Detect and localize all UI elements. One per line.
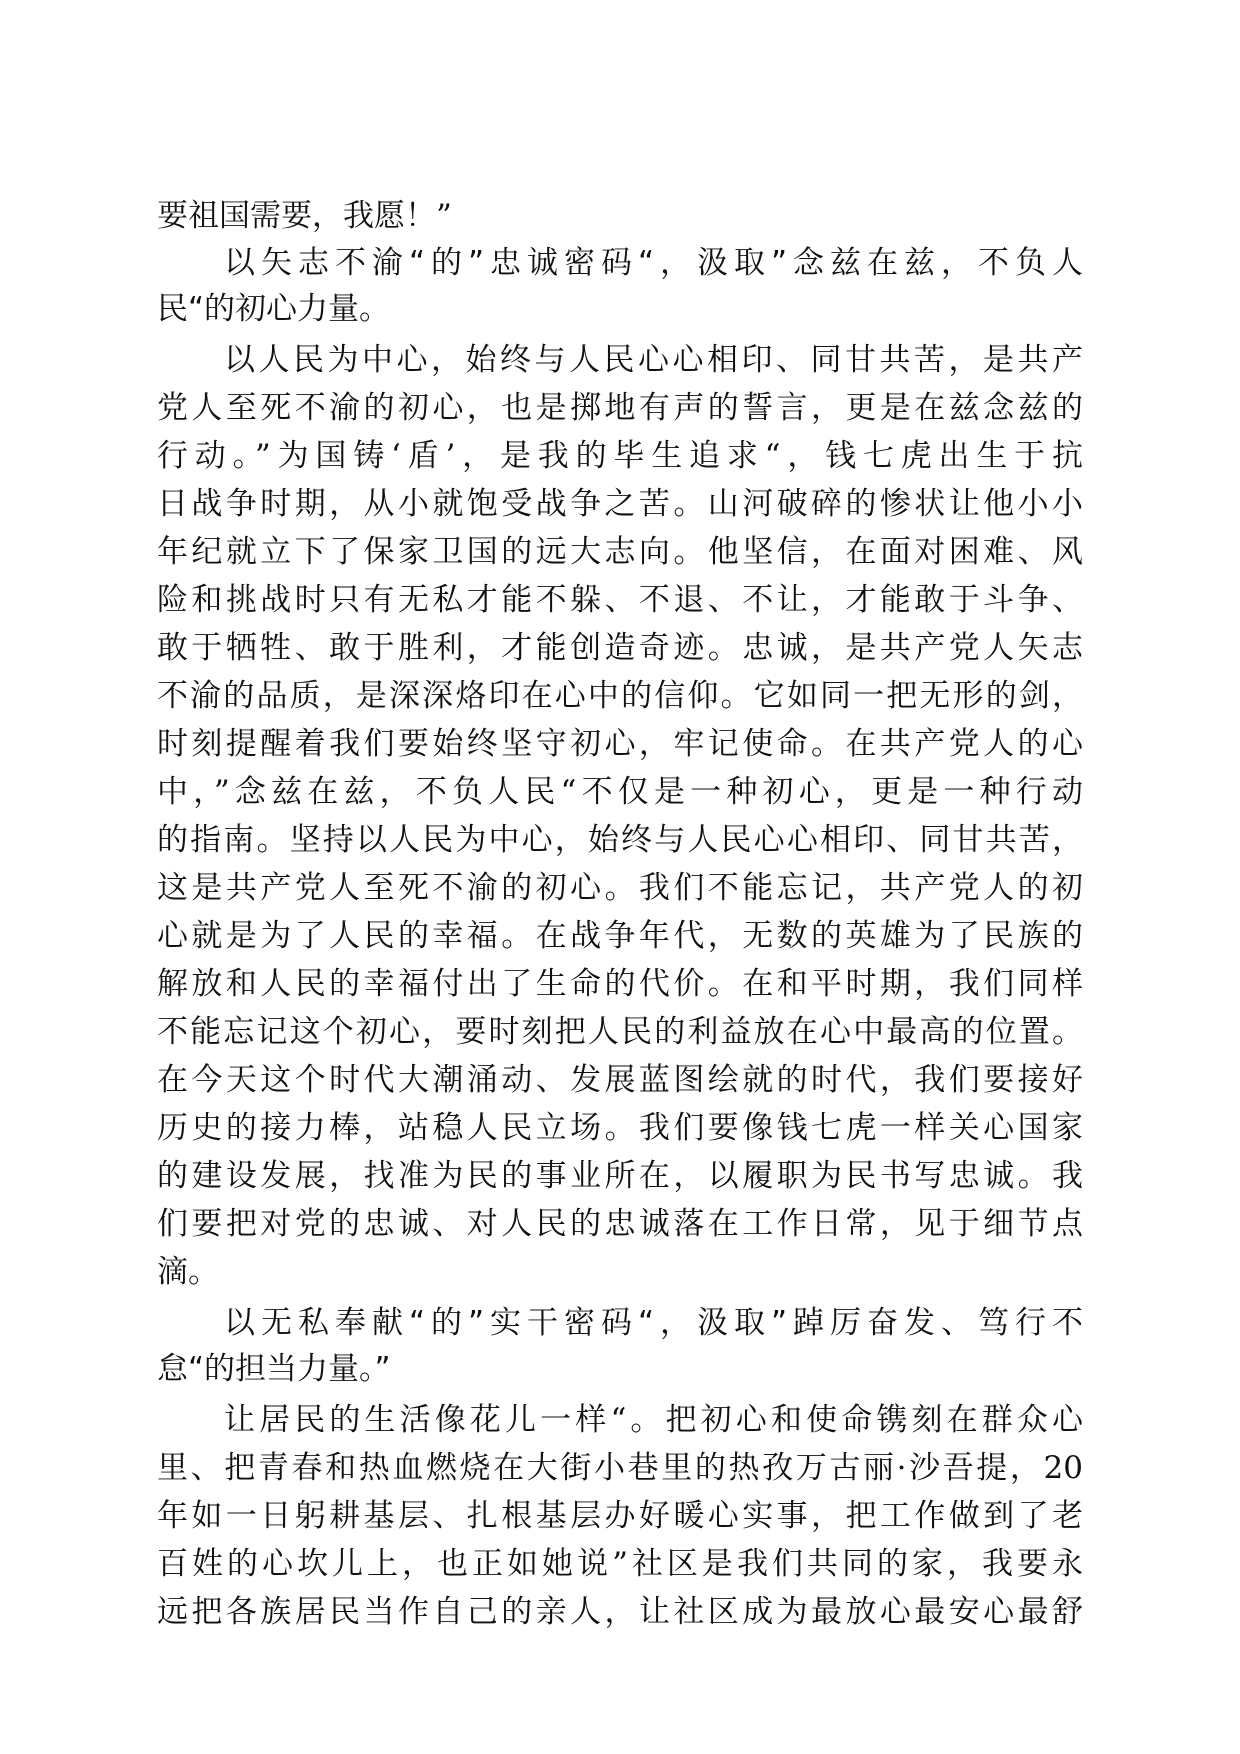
heading-line: 以矢志不渝“的”忠诚密码“，汲取”念兹在兹，不负人 xyxy=(224,245,1083,281)
paragraph-line: 的建设发展，找准为民的事业所在，以履职为民书写忠诚。我 xyxy=(157,1158,1083,1194)
paragraph-line: 年纪就立下了保家卫国的远大志向。他坚信，在面对困难、风 xyxy=(157,534,1083,570)
paragraph-line: 滴。 xyxy=(157,1254,219,1290)
paragraph-line: 年如一日躬耕基层、扎根基层办好暖心实事，把工作做到了老 xyxy=(157,1498,1083,1534)
paragraph-line: 敢于牺牲、敢于胜利，才能创造奇迹。忠诚，是共产党人矢志 xyxy=(157,630,1083,666)
document-body xyxy=(157,192,1083,1636)
paragraph-line: 险和挑战时只有无私才能不躲、不退、不让，才能敢于斗争、 xyxy=(157,582,1083,618)
paragraph-2 xyxy=(157,1396,1083,1636)
paragraph-line: 的指南。坚持以人民为中心，始终与人民心心相印、同甘共苦， xyxy=(157,822,1083,858)
paragraph-line: 时刻提醒着我们要始终坚守初心，牢记使命。在共产党人的心 xyxy=(157,726,1083,762)
heading-line: 怠“的担当力量。” xyxy=(157,1351,391,1387)
paragraph-line: 里、把青春和热血燃烧在大街小巷里的热孜万古丽·沙吾提，20 xyxy=(157,1450,1083,1486)
paragraph-line: 以人民为中心，始终与人民心心相印、同甘共苦，是共产 xyxy=(224,342,1083,378)
paragraph-line: 不能忘记这个初心，要时刻把人民的利益放在心中最高的位置。 xyxy=(157,1014,1083,1050)
paragraph-line: 心就是为了人民的幸福。在战争年代，无数的英雄为了民族的 xyxy=(157,918,1083,954)
paragraph-line: 百姓的心坎儿上，也正如她说”社区是我们共同的家，我要永 xyxy=(157,1546,1083,1582)
section-heading-1 xyxy=(157,240,1083,332)
heading-line: 以无私奉献“的”实干密码“，汲取”踔厉奋发、笃行不 xyxy=(224,1305,1083,1341)
heading-line: 民“的初心力量。 xyxy=(157,291,391,327)
paragraph-line: 解放和人民的幸福付出了生命的代价。在和平时期，我们同样 xyxy=(157,966,1083,1002)
paragraph-line: 历史的接力棒，站稳人民立场。我们要像钱七虎一样关心国家 xyxy=(157,1110,1083,1146)
section-heading-2 xyxy=(157,1300,1083,1392)
paragraph-line: 日战争时期，从小就饱受战争之苦。山河破碎的惨状让他小小 xyxy=(157,486,1083,522)
paragraph-line: 远把各族居民当作自己的亲人，让社区成为最放心最安心最舒 xyxy=(157,1594,1083,1630)
paragraph-line: 让居民的生活像花儿一样“。把初心和使命镌刻在群众心 xyxy=(224,1402,1083,1438)
paragraph-line: 不渝的品质，是深深烙印在心中的信仰。它如同一把无形的剑， xyxy=(157,678,1083,714)
paragraph-line: 行动。”为国铸‘盾’，是我的毕生追求“，钱七虎出生于抗 xyxy=(157,438,1083,474)
paragraph-line: 党人至死不渝的初心，也是掷地有声的誓言，更是在兹念兹的 xyxy=(157,390,1083,426)
paragraph-line: 这是共产党人至死不渝的初心。我们不能忘记，共产党人的初 xyxy=(157,870,1083,906)
opening-line: 要祖国需要，我愿！” xyxy=(157,198,452,234)
paragraph-line: 在今天这个时代大潮涌动、发展蓝图绘就的时代，我们要接好 xyxy=(157,1062,1083,1098)
paragraph-1 xyxy=(157,336,1083,1296)
paragraph-line: 中，”念兹在兹，不负人民“不仅是一种初心，更是一种行动 xyxy=(157,774,1083,810)
paragraph-line: 们要把对党的忠诚、对人民的忠诚落在工作日常，见于细节点 xyxy=(157,1206,1083,1242)
